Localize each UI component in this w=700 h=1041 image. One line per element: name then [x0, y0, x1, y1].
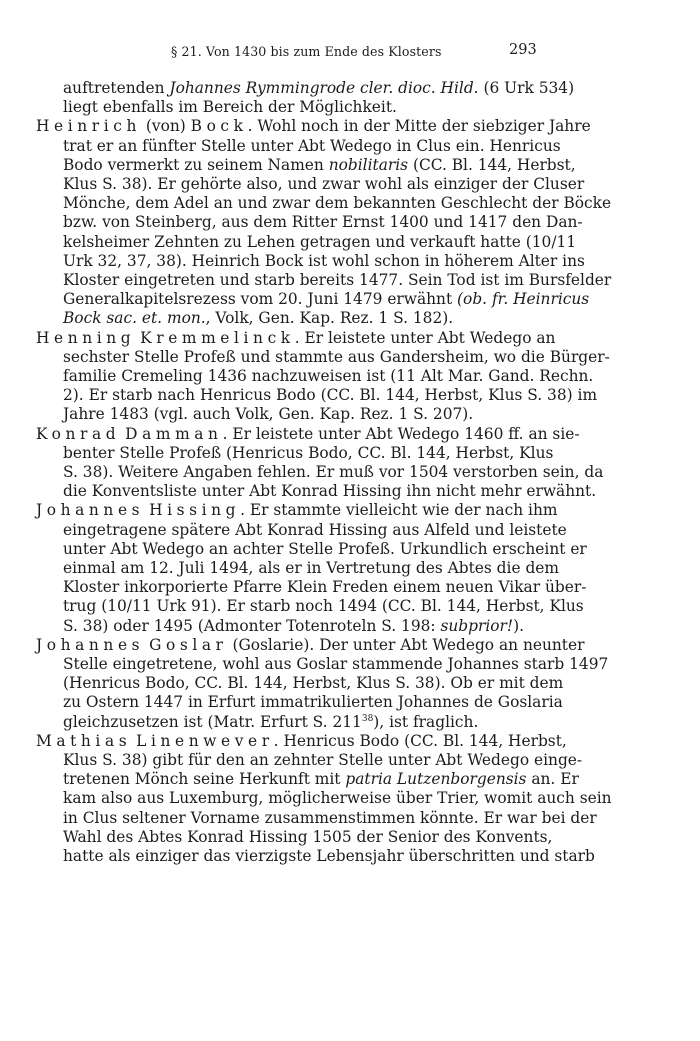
text-run: in Clus seltener Vorname zusammenstimmen könnte. Er war bei der — [63, 808, 597, 827]
text-line — [63, 655, 609, 674]
text-run: . Er leistete unter Abt Wedego 1460 ff. an sie- — [222, 424, 580, 443]
text-line — [63, 751, 583, 770]
text-run: zu Ostern 1447 in Erfurt immatrikulierten Johannes de Goslaria — [63, 693, 563, 712]
text-run: (CC. Bl. 144, Herbst, — [408, 155, 576, 174]
text-line — [63, 463, 604, 482]
text-line — [63, 617, 547, 636]
text-run: an. Er — [526, 770, 579, 789]
text-line — [63, 693, 563, 712]
text-run: (von) — [140, 117, 191, 136]
text-line — [63, 155, 576, 175]
text-run: einmal am 12. Juli 1494, als er in Vertretung des Abtes die dem — [63, 559, 560, 577]
spaced-name: Mathias — [36, 731, 132, 750]
text-run: trat er an fünfter Stelle unter Abt Wedego in Clus ein. Henricus — [63, 136, 561, 155]
text-run: Kloster inkorporierte Pfarre Klein Freden einem neuen Vikar über- — [63, 578, 587, 597]
italic-text: Bock sac. et. mon. — [63, 309, 206, 328]
running-head: § 21. Von 1430 bis zum Ende des Klosters — [171, 44, 442, 59]
spaced-name: Johannes — [36, 635, 145, 654]
spaced-name: Konrad — [36, 424, 121, 443]
text-run: Mönche, dem Adel an und zwar dem bekannten Geschlecht der Böcke — [63, 194, 612, 213]
text-line — [63, 808, 597, 828]
text-line — [63, 213, 583, 232]
spaced-name: Damman — [125, 424, 223, 443]
text-run: Urk 32, 37, 38). Heinrich Bock ist wohl schon in höherem Alter ins — [63, 251, 585, 270]
text-line — [63, 578, 587, 597]
text-run: kelsheimer Zehnten zu Lehen getragen und verkauft hatte (10/11 — [63, 232, 577, 251]
text-run: Kloster eingetreten und starb bereits 1477. Sein Tod ist im Bursfelder — [63, 271, 612, 289]
text-line — [63, 597, 584, 616]
text-run: tretenen Mönch seine Herkunft mit — [63, 770, 346, 789]
text-run: gleichzusetzen ist (Matr. Erfurt S. 211 — [63, 712, 362, 731]
text-run: . Er leistete unter Abt Wedego an — [294, 328, 556, 347]
text-line — [63, 290, 590, 309]
text-run: Wahl des Abtes Konrad Hissing 1505 der Senior des Konvents, — [63, 827, 553, 846]
text-line — [63, 713, 547, 732]
italic-text: Johannes Rymmingrode cler. dioc. Hild. — [169, 79, 479, 97]
text-run: S. 38). Weitere Angaben fehlen. Er muß vor 1504 verstorben sein, da — [63, 463, 604, 481]
spaced-name: Bock — [190, 117, 248, 136]
entry-heading-line — [36, 117, 591, 136]
text-line — [63, 520, 567, 540]
text-run: 2). Er starb nach Henricus Bodo (CC. Bl. 144, Herbst, Klus S. 38) im — [63, 386, 598, 405]
text-line — [63, 136, 561, 156]
text-run: Jahre 1483 (vgl. auch Volk, Gen. Kap. Rez. 1 S. 207). — [63, 405, 474, 424]
text-run: die Konventsliste unter Abt Konrad Hissing ihn nicht mehr erwähnt. — [63, 482, 597, 501]
text-line — [63, 770, 579, 789]
text-line — [63, 347, 610, 367]
text-run: (6 Urk 534) — [478, 79, 575, 97]
text-line — [63, 827, 553, 847]
text-line — [63, 98, 547, 117]
spaced-name: Goslar — [149, 635, 228, 654]
text-line — [63, 405, 547, 424]
text-run: . Henricus Bodo (CC. Bl. 144, Herbst, — [273, 731, 567, 750]
spaced-name: Henning — [36, 328, 136, 347]
text-line — [63, 309, 547, 328]
text-line — [63, 539, 587, 559]
text-line — [63, 367, 594, 386]
text-run: , Volk, Gen. Kap. Rez. 1 S. 182). — [205, 309, 454, 328]
text-run: sechster Stelle Profeß und stammte aus Gandersheim, wo die Bürger- — [63, 347, 610, 366]
text-run: hatte als einziger das vierzigste Lebensjahr überschritten und starb — [63, 847, 595, 865]
text-run: Stelle eingetretene, wohl aus Goslar stammende Johannes starb 1497 — [63, 655, 609, 673]
text-run: eingetragene spätere Abt Konrad Hissing aus Alfeld und leistete — [63, 520, 567, 539]
italic-text: patria Lutzenborgensis — [345, 770, 527, 789]
text-line — [63, 79, 575, 98]
text-line — [63, 232, 577, 252]
entry-heading-line — [36, 731, 567, 751]
text-line — [63, 674, 564, 693]
text-run: (Goslarie). Der unter Abt Wedego an neunter — [227, 635, 585, 654]
italic-text: (ob. fr. Heinricus — [457, 290, 590, 309]
text-line — [63, 559, 560, 578]
text-run: Klus S. 38) gibt für den an zehnter Stelle unter Abt Wedego einge- — [63, 751, 583, 769]
text-run: S. 38) oder 1495 (Admonter Totenroteln S. 198: — [63, 616, 441, 635]
entry-heading-line — [36, 328, 556, 348]
text-run: . Er stammte vielleicht wie der nach ihm — [240, 501, 558, 520]
text-line — [63, 482, 597, 501]
footnote-ref: 38 — [361, 713, 374, 724]
spaced-name: Johannes — [36, 501, 145, 520]
text-run: benter Stelle Profeß (Henricus Bodo, CC. Bl. 144, Herbst, Klus — [63, 443, 554, 462]
text-run: kam also aus Luxemburg, möglicherweise über Trier, womit auch sein — [63, 789, 612, 808]
italic-text: nobilitaris — [328, 155, 409, 174]
text-run: ), ist fraglich. — [373, 712, 479, 731]
spaced-name: Hissing — [149, 501, 241, 520]
entry-heading-line — [36, 635, 585, 655]
text-run: Klus S. 38). Er gehörte also, und zwar wohl als einziger der Cluser — [63, 175, 585, 193]
text-line — [63, 789, 612, 808]
text-run: unter Abt Wedego an achter Stelle Profeß. Urkundlich erscheint er — [63, 539, 587, 558]
text-run: (Henricus Bodo, CC. Bl. 144, Herbst, Klus S. 38). Ob er mit dem — [63, 674, 564, 693]
spaced-name: Linenwever — [136, 731, 274, 750]
text-run: trug (10/11 Urk 91). Er starb noch 1494 (CC. Bl. 144, Herbst, Klus — [63, 597, 584, 616]
text-line — [63, 386, 598, 405]
text-line — [63, 194, 612, 213]
text-run: familie Cremeling 1436 nachzuweisen ist (11 Alt Mar. Gand. Rechn. — [63, 367, 594, 385]
text-line — [63, 847, 595, 866]
text-line — [63, 443, 554, 463]
entry-heading-line — [36, 424, 580, 444]
entry-heading-line — [36, 501, 558, 520]
text-run: bzw. von Steinberg, aus dem Ritter Ernst 1400 und 1417 den Dan- — [63, 213, 583, 232]
text-run: Bodo vermerkt zu seinem Namen — [63, 155, 329, 174]
page-number: 293 — [509, 42, 537, 58]
text-run: Generalkapitelsrezess vom 20. Juni 1479 erwähnt — [63, 290, 458, 309]
italic-text: subprior! — [440, 616, 514, 635]
text-run: auftretenden — [63, 79, 170, 97]
text-line — [63, 271, 612, 290]
text-run: . Wohl noch in der Mitte der siebziger Jahre — [247, 117, 591, 136]
spaced-name: Kremmelinck — [140, 328, 295, 347]
text-run: liegt ebenfalls im Bereich der Möglichkeit. — [63, 98, 397, 117]
text-line — [63, 175, 585, 194]
spaced-name: Heinrich — [36, 117, 141, 136]
text-line — [63, 251, 585, 271]
text-run: ). — [513, 616, 525, 635]
